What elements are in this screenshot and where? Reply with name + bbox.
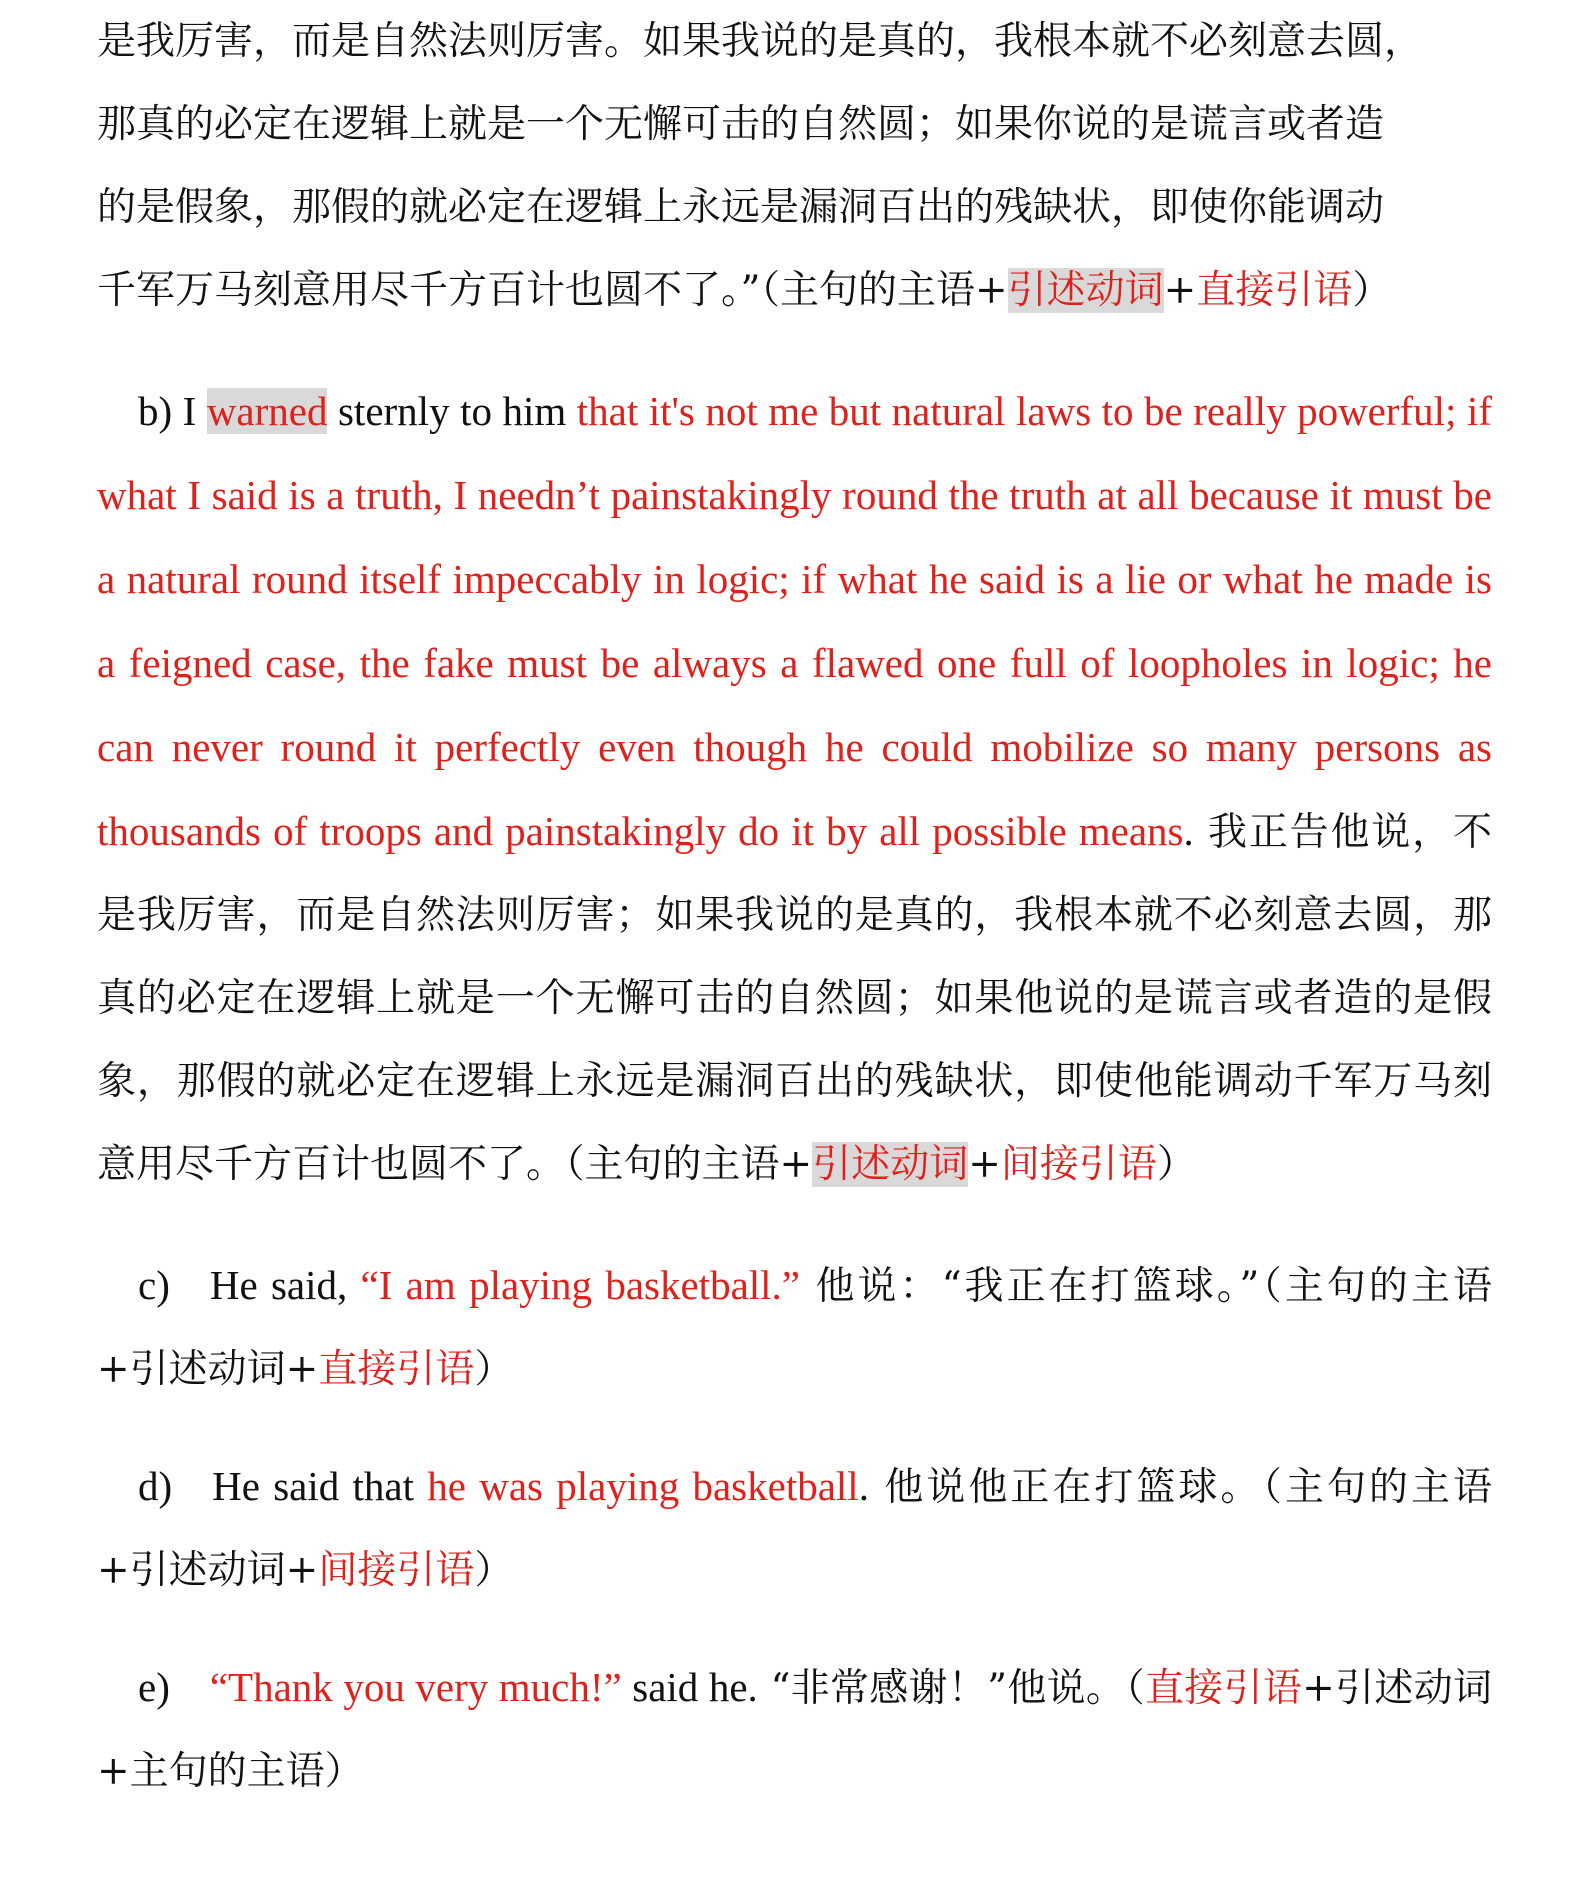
top-line-4-prefix: 千军万马刻意用尽千方百计也圆不了。”（主句的主语+ bbox=[97, 268, 1008, 313]
example-c bbox=[97, 1244, 1492, 1411]
example-d-chinese: 他说他正在打篮球。（主句的主语+引述动词+ bbox=[97, 1465, 1492, 1593]
top-line-1: 是我厉害，而是自然法则厉害。如果我说的是真的，我根本就不必刻意去圆， bbox=[97, 19, 1424, 64]
paragraph-top bbox=[97, 0, 1492, 332]
example-e-note-speech: 直接引语 bbox=[1145, 1666, 1303, 1711]
example-d-label: d) bbox=[138, 1463, 173, 1509]
example-d-note-close: ） bbox=[474, 1548, 514, 1593]
reporting-verb-highlight: 引述动词 bbox=[1007, 268, 1164, 313]
plus-sign: + bbox=[1163, 268, 1197, 313]
example-d-note-speech: 间接引语 bbox=[318, 1548, 475, 1593]
example-b-period: . bbox=[1183, 808, 1194, 854]
spacer bbox=[97, 1206, 1492, 1244]
example-c-quote: “I am playing basketball.” bbox=[360, 1262, 801, 1308]
example-e-label: e) bbox=[138, 1664, 170, 1710]
top-line-2: 那真的必定在逻辑上就是一个无懈可击的自然圆；如果你说的是谎言或者造 bbox=[97, 102, 1385, 147]
direct-speech-label: 直接引语 bbox=[1196, 268, 1353, 313]
example-b-label: b) I bbox=[138, 388, 207, 434]
example-b bbox=[97, 370, 1492, 1206]
example-b-note-close: ） bbox=[1156, 1142, 1196, 1187]
spacer bbox=[97, 332, 1492, 370]
example-e bbox=[97, 1646, 1492, 1813]
example-d bbox=[97, 1445, 1492, 1612]
example-b-note-verb: 引述动词 bbox=[812, 1142, 969, 1187]
spacer bbox=[97, 1411, 1492, 1445]
example-c-chinese: 他说：“我正在打篮球。”（主句的主语+引述动词+ bbox=[97, 1264, 1492, 1392]
example-d-clause: he was playing basketball bbox=[427, 1463, 859, 1509]
example-c-label: c) bbox=[138, 1262, 170, 1308]
example-d-period: . bbox=[858, 1463, 869, 1509]
example-b-indirect-speech: that it's not me but natural laws to be really powerful; if what I said is a truth, I needn’t painstakingly round the truth at all because it must be a natural round itself impeccably in logic; if what he said is a lie or what he made is a feigned case, the fake must be always a flawed one full of loopholes in logic; he can never round it perfectly even though he could mobilize so many persons as thousands of troops and painstakingly do it by all possible means bbox=[97, 388, 1493, 854]
spacer bbox=[97, 1612, 1492, 1646]
example-b-after-verb: sternly to him bbox=[327, 388, 577, 434]
example-e-note-rest: +引述动词+主句的主语） bbox=[97, 1666, 1492, 1794]
closing-paren: ） bbox=[1352, 268, 1392, 313]
top-line-3: 的是假象，那假的就必定在逻辑上永远是漏洞百出的残缺状，即使你能调动 bbox=[97, 185, 1385, 230]
example-d-prefix: He said that bbox=[212, 1463, 428, 1509]
document-page bbox=[97, 0, 1492, 1813]
example-e-quote: “Thank you very much!” bbox=[209, 1664, 622, 1710]
example-e-chinese: “非常感谢！”他说。（ bbox=[757, 1666, 1145, 1711]
example-b-note-speech: 间接引语 bbox=[1000, 1142, 1157, 1187]
example-c-note-close: ） bbox=[474, 1347, 514, 1392]
example-b-verb: warned bbox=[206, 388, 328, 434]
example-c-note-speech: 直接引语 bbox=[318, 1347, 475, 1392]
example-b-chinese: 我正告他说，不是我厉害，而是自然法则厉害；如果我说的是真的，我根本就不必刻意去圆，那真的必定在逻辑上就是一个无懈可击的自然圆；如果他说的是谎言或者造的是假象，那假的就必定在逻辑上永远是漏洞百出的残缺状，即使他能调动千军万马刻意用尽千方百计也圆不了。（主句的主语+ bbox=[97, 810, 1492, 1187]
example-c-prefix: He said, bbox=[209, 1262, 361, 1308]
example-e-suffix: said he. bbox=[621, 1664, 758, 1710]
example-b-note-plus: + bbox=[968, 1142, 1001, 1187]
